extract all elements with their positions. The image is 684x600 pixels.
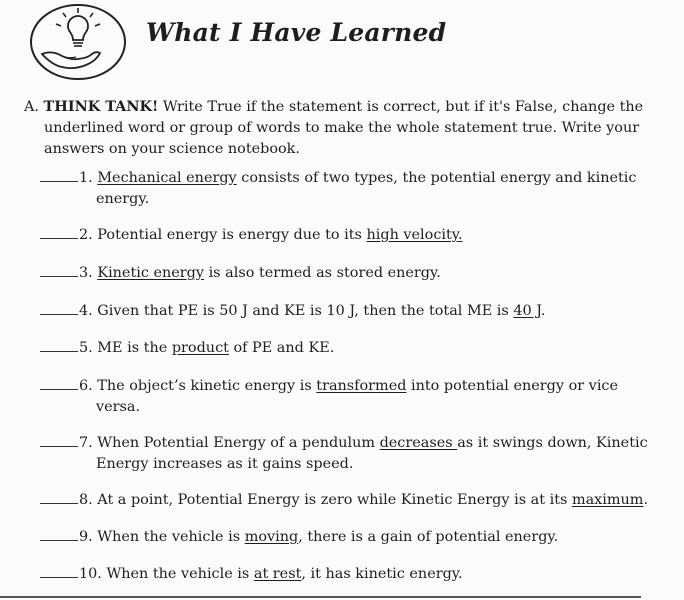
- question-item: [40, 263, 680, 284]
- answer-blank[interactable]: [40, 565, 78, 578]
- question-text: The object’s kinetic energy is: [92, 378, 317, 394]
- answer-blank[interactable]: [40, 528, 78, 541]
- question-item: [40, 376, 680, 418]
- underlined-term: Mechanical energy: [97, 170, 237, 186]
- question-text: When the vehicle is: [101, 566, 254, 582]
- underlined-term: at rest: [253, 566, 302, 582]
- section-letter: A.: [24, 99, 39, 115]
- question-item: [40, 225, 680, 246]
- answer-blank[interactable]: [40, 169, 78, 182]
- instruction-line-1: Write True if the statement is correct, but if it's False, change the: [158, 99, 644, 115]
- question-text: When Potential Energy of a pendulum: [92, 435, 380, 451]
- question-item: [40, 564, 680, 585]
- answer-blank[interactable]: [40, 226, 78, 239]
- underlined-term: Kinetic energy: [97, 265, 204, 281]
- question-number: 5.: [79, 340, 93, 356]
- question-number: 7.: [79, 435, 93, 451]
- underlined-term: 40 J: [513, 303, 541, 319]
- lightbulb-hand-icon: [28, 2, 128, 82]
- instruction-line-3: answers on your science notebook.: [44, 141, 300, 157]
- underlined-term: product: [171, 340, 229, 356]
- question-item: [40, 527, 680, 548]
- instruction-line-2: underlined word or group of words to make the whole statement true. Write your: [44, 120, 640, 136]
- underlined-term: moving: [244, 529, 299, 545]
- question-text: is also termed as stored energy.: [204, 265, 441, 281]
- question-text: , there is a gain of potential energy.: [298, 529, 559, 545]
- question-number: 3.: [79, 265, 93, 281]
- answer-blank[interactable]: [40, 434, 78, 447]
- question-text: consists of two types, the potential energy and kinetic: [236, 170, 637, 186]
- question-continuation: energy.: [96, 191, 150, 207]
- question-number: 1.: [79, 170, 93, 186]
- question-text: .: [540, 303, 546, 319]
- question-number: 8.: [79, 492, 93, 508]
- question-text: Given that PE is 50 J and KE is 10 J, then the total ME is: [92, 303, 514, 319]
- question-text: Potential energy is energy due to its: [92, 227, 367, 243]
- question-text: .: [643, 492, 649, 508]
- question-item: [40, 490, 680, 511]
- question-continuation: versa.: [96, 399, 141, 415]
- question-text: of PE and KE.: [228, 340, 335, 356]
- question-number: 6.: [79, 378, 93, 394]
- bottom-divider: [0, 596, 641, 598]
- question-text: into potential energy or vice: [406, 378, 618, 394]
- instructions: [24, 96, 684, 160]
- page-title: What I Have Learned: [146, 18, 447, 47]
- question-item: [40, 301, 680, 322]
- question-item: [40, 433, 680, 475]
- answer-blank[interactable]: [40, 264, 78, 277]
- question-number: 2.: [79, 227, 93, 243]
- answer-blank[interactable]: [40, 491, 78, 504]
- question-text: When the vehicle is: [92, 529, 245, 545]
- question-item: [40, 168, 680, 210]
- question-text: At a point, Potential Energy is zero while Kinetic Energy is at its: [92, 492, 572, 508]
- question-number: 4.: [79, 303, 93, 319]
- question-continuation: Energy increases as it gains speed.: [96, 456, 354, 472]
- think-tank-label: THINK TANK!: [43, 98, 159, 115]
- question-item: [40, 338, 680, 359]
- underlined-term: transformed: [316, 378, 407, 394]
- question-text: , it has kinetic energy.: [301, 566, 463, 582]
- underlined-term: high velocity.: [366, 227, 463, 243]
- answer-blank[interactable]: [40, 377, 78, 390]
- question-number: 10.: [79, 566, 102, 582]
- question-text: ME is the: [92, 340, 172, 356]
- answer-blank[interactable]: [40, 339, 78, 352]
- underlined-term: maximum: [571, 492, 644, 508]
- question-number: 9.: [79, 529, 93, 545]
- underlined-term: decreases: [379, 435, 458, 451]
- answer-blank[interactable]: [40, 302, 78, 315]
- question-text: as it swings down, Kinetic: [457, 435, 648, 451]
